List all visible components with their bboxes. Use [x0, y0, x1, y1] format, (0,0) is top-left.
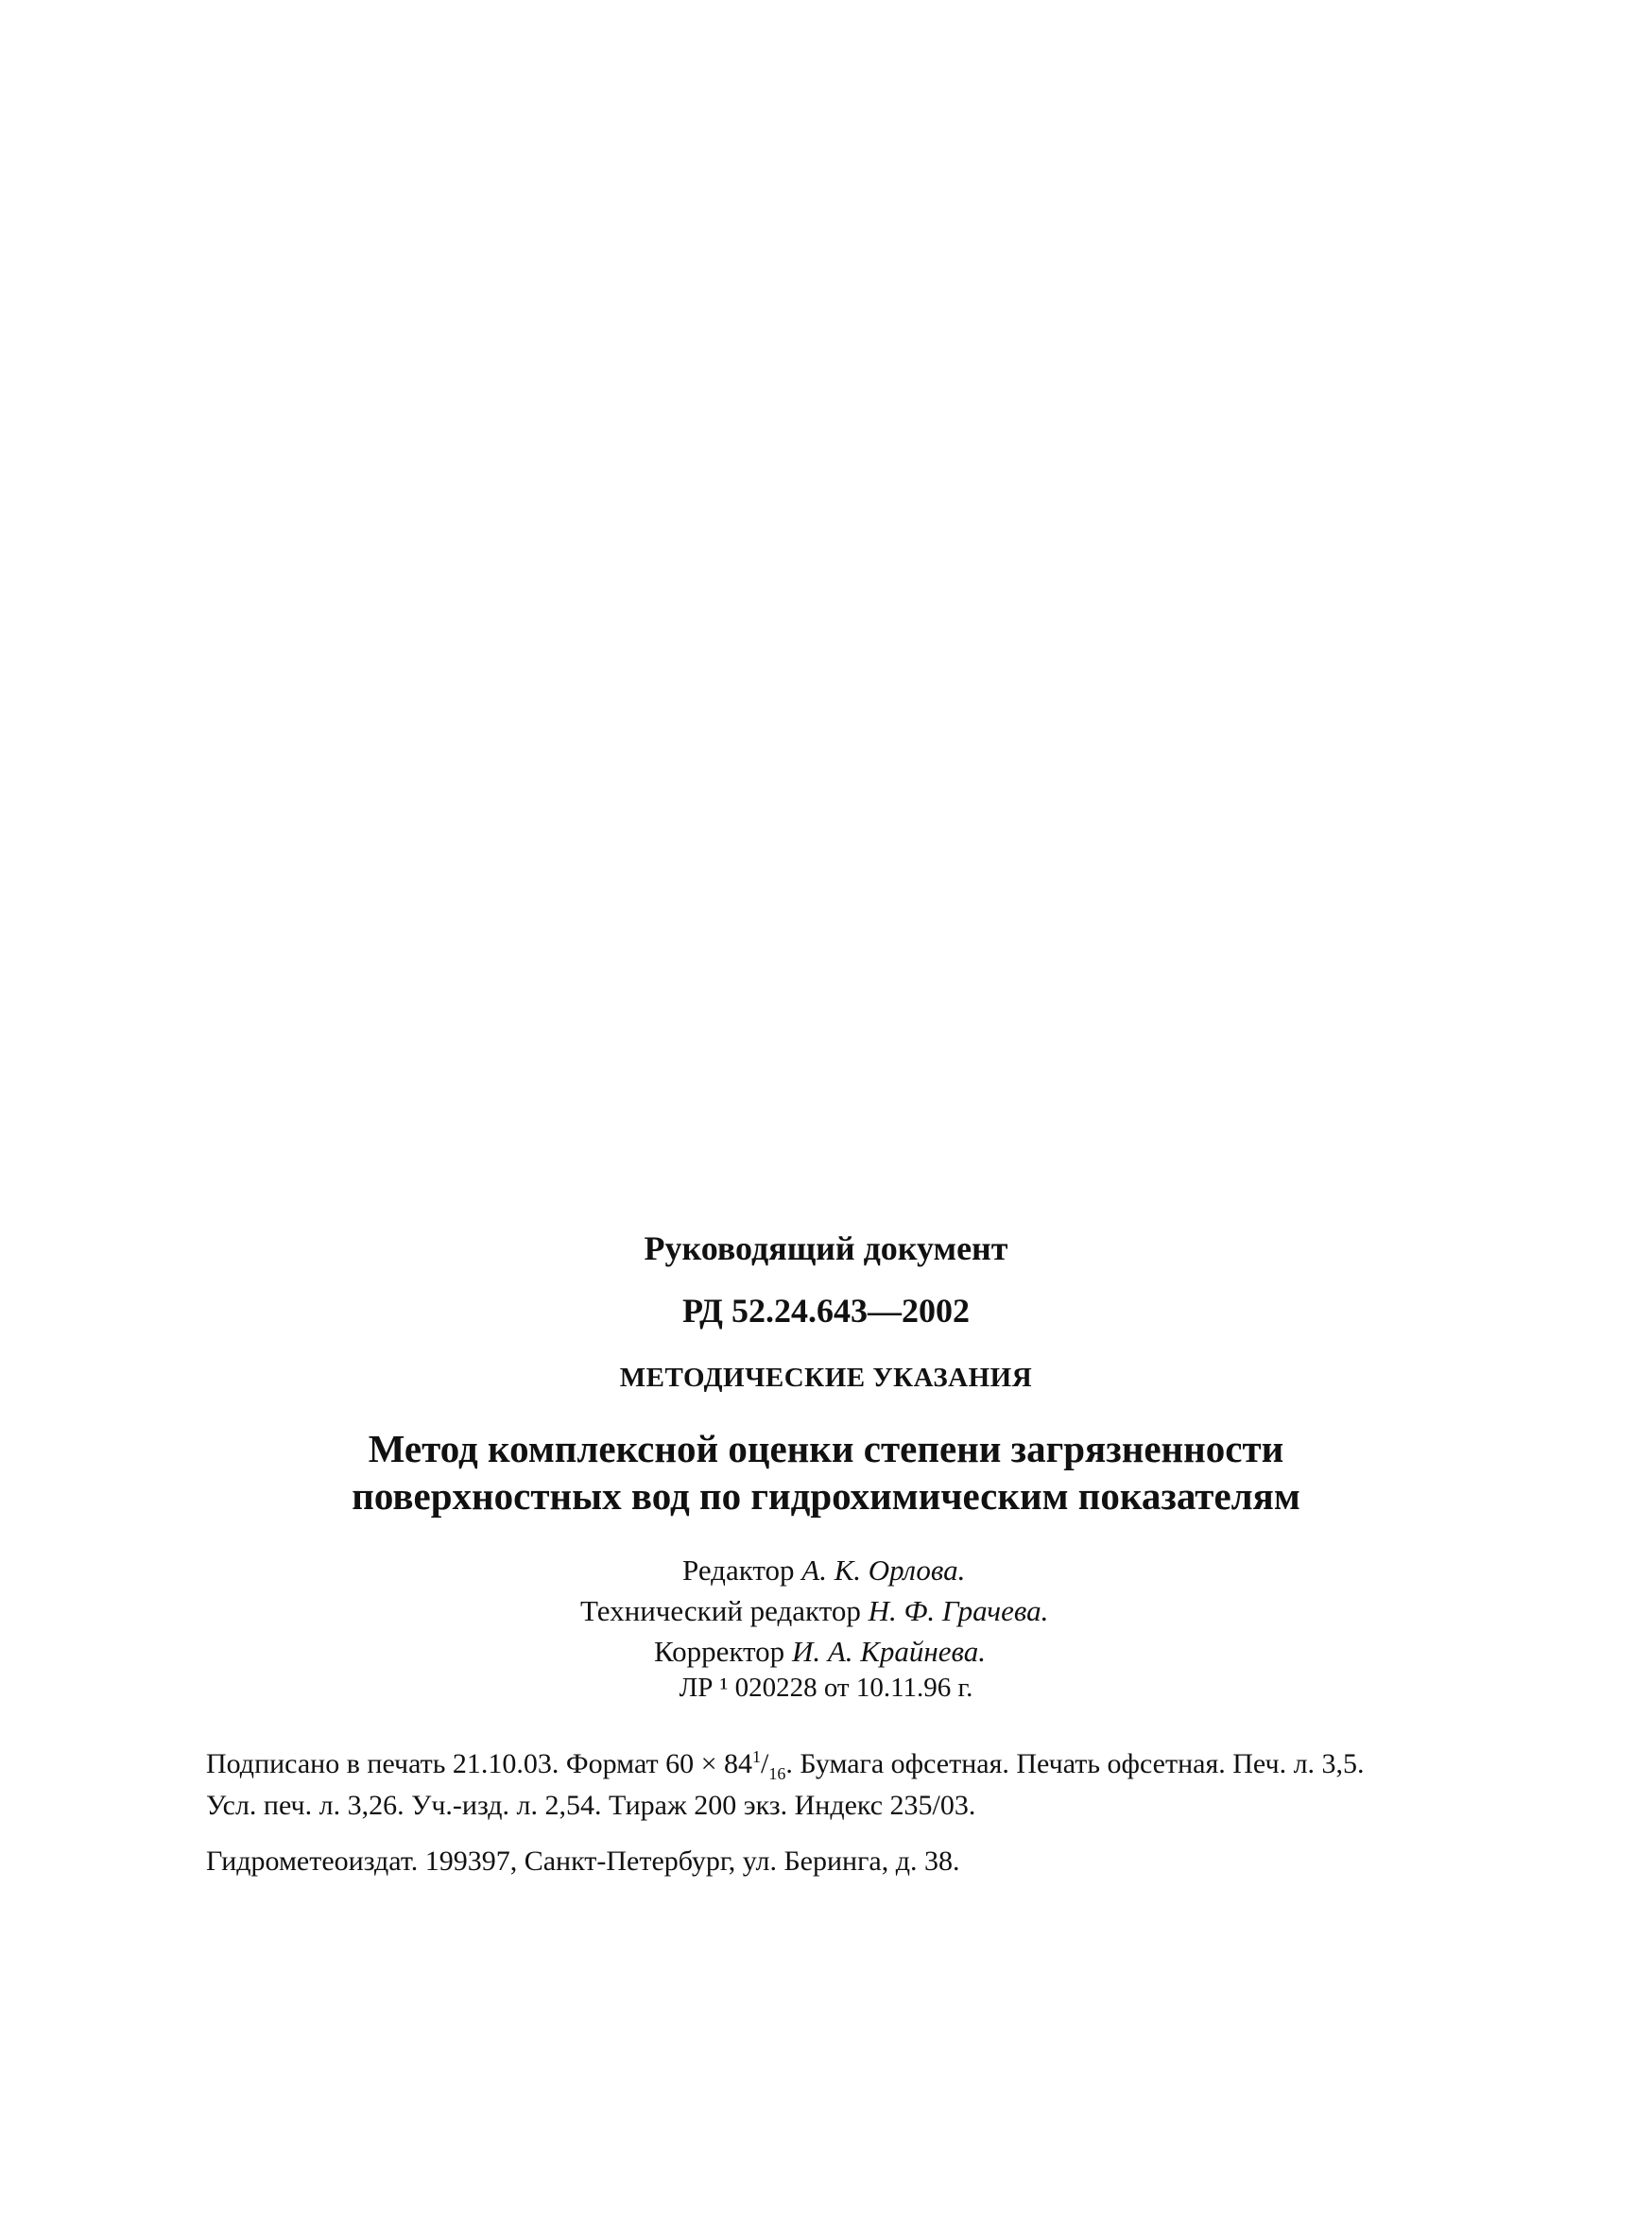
document-kind: Руководящий документ: [644, 1229, 1008, 1267]
imprint-line-1-start: Подписано в печать 21.10.03. Формат 60 × 84: [206, 1748, 753, 1779]
corrector-role: Корректор: [654, 1635, 785, 1668]
document-title-line-2: поверхностных вод по гидрохимическим показателям: [352, 1474, 1300, 1518]
tech-editor-credit: [580, 1590, 1048, 1631]
format-fraction-separator: /: [761, 1748, 769, 1779]
editor-credit: [682, 1550, 965, 1590]
corrector-name: И. А. Крайнева.: [791, 1635, 986, 1668]
format-fraction-denominator: 16: [768, 1764, 786, 1783]
imprint-line-2: Усл. печ. л. 3,26. Уч.-изд. л. 2,54. Тираж 200 экз. Индекс 235/03.: [206, 1790, 976, 1821]
tech-editor-role: Технический редактор: [580, 1594, 861, 1627]
document-type: МЕТОДИЧЕСКИЕ УКАЗАНИЯ: [619, 1363, 1033, 1393]
format-fraction-numerator: 1: [752, 1747, 762, 1766]
document-title-line-1: Метод комплексной оценки степени загрязненности: [368, 1427, 1284, 1470]
imprint-line-1: [206, 1743, 1510, 1785]
tech-editor-name: Н. Ф. Грачева.: [868, 1594, 1049, 1627]
imprint-line-1-end: . Бумага офсетная. Печать офсетная. Печ. л. 3,5.: [785, 1748, 1365, 1779]
document-code: РД 52.24.643—2002: [682, 1292, 970, 1330]
corrector-credit: [654, 1631, 986, 1672]
document-title: [0, 1425, 1652, 1519]
editor-name: А. К. Орлова.: [801, 1554, 966, 1587]
editor-role: Редактор: [682, 1554, 795, 1587]
license-number: ЛР ¹ 020228 от 10.11.96 г.: [679, 1673, 973, 1703]
publisher-address: Гидрометеоиздат. 199397, Санкт-Петербург, ул. Беринга, д. 38.: [206, 1846, 960, 1877]
